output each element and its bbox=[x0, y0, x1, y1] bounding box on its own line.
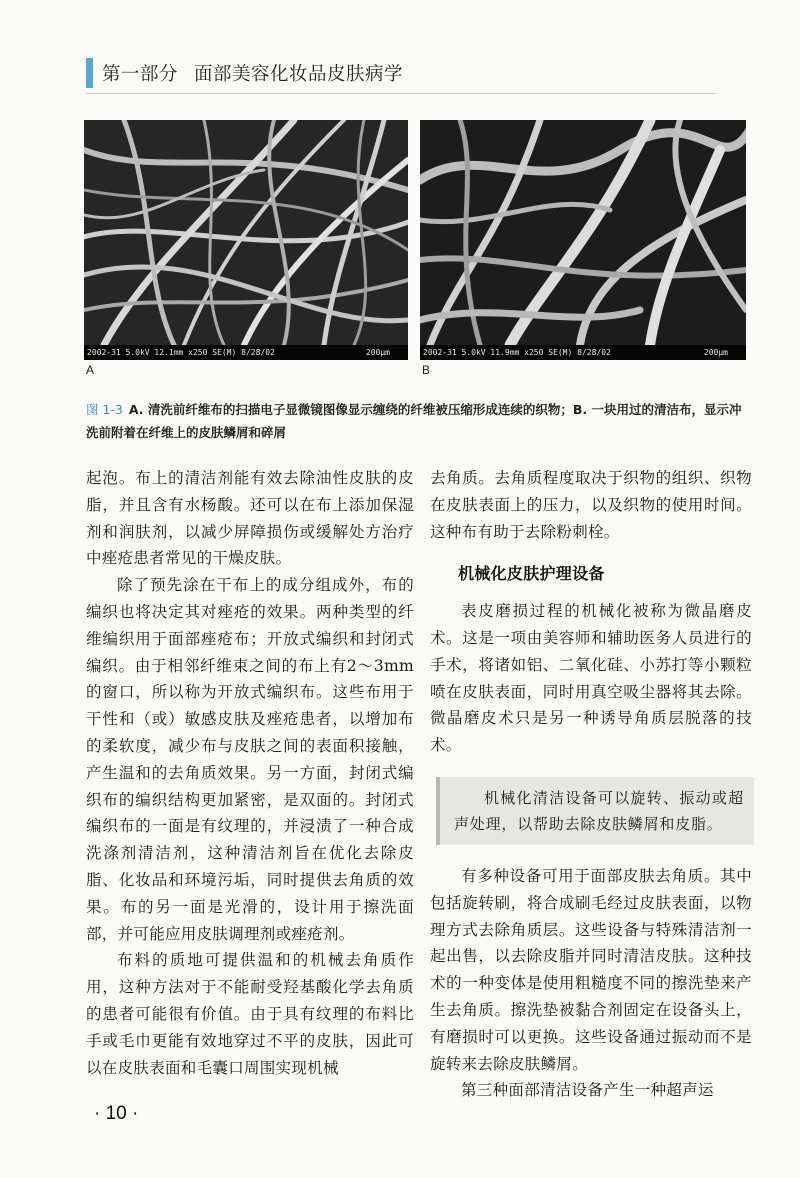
panel-label-b: B bbox=[422, 363, 431, 377]
sem-info-a: 2002-31 5.0kV 12.1mm x250 SE(M) 8/28/02 bbox=[87, 348, 275, 357]
scale-label-a: 200μm bbox=[365, 348, 390, 357]
sem-image-a bbox=[84, 120, 408, 360]
section-heading: 机械化皮肤护理设备 bbox=[458, 564, 605, 584]
left-column bbox=[86, 465, 414, 1081]
figure-caption-text: A. 清洗前纤维布的扫描电子显微镜图像显示缠绕的纤维被压缩形成连续的织物；B. 一块用过的清洁布，显示冲洗前附着在纤维上的皮肤鳞屑和碎屑 bbox=[86, 402, 742, 440]
figure-number: 图 1-3 bbox=[86, 402, 123, 417]
paragraph: 除了预先涂在干布上的成分组成外，布的编织也将决定其对痤疮的效果。两种类型的纤维编织用于面部痤疮布；开放式编织和封闭式编织。由于相邻纤维束之间的布上有2～3mm 的窗口，所以称为开放式编织布。这些布用于干性和（或）敏感皮肤及痤疮患者，以增加布的柔软度，减少布与皮肤之间的表面积接触，产生温和的去角质效果。另一方面，封闭式编织布的编织结构更加紧密，是双面的。封闭式编织布的一面是有纹理的，并浸渍了一种合成洗涤剂清洁剂，这种清洁剂旨在优化去除皮脂、化妆品和环境污垢，同时提供去角质的效果。布的另一面是光滑的，设计用于擦洗面部，并可能应用皮肤调理剂或痤疮剂。 bbox=[86, 576, 414, 943]
fiber-texture-b bbox=[420, 120, 746, 345]
sem-info-b: 2002-31 5.0kV 11.9mm x250 SE(M) 8/28/02 bbox=[423, 348, 611, 357]
page-number: · 10 · bbox=[94, 1103, 139, 1124]
paragraph: 第三种面部清洁设备产生一种超声运 bbox=[461, 1081, 714, 1100]
sem-info-bar-a bbox=[84, 345, 408, 360]
right-column bbox=[430, 465, 752, 1104]
scale-label-b: 200μm bbox=[703, 348, 728, 357]
paragraph: 起泡。布上的清洁剂能有效去除油性皮肤的皮脂，并且含有水杨酸。还可以在布上添加保湿剂和润肤剂，以减少屏障损伤或缓解处方治疗中痤疮患者常见的干燥皮肤。 bbox=[86, 469, 414, 568]
callout-box bbox=[436, 777, 754, 845]
panel-label-a: A bbox=[86, 363, 95, 377]
figure-caption bbox=[86, 398, 751, 444]
fiber-texture-a bbox=[84, 120, 408, 345]
paragraph: 布料的质地可提供温和的机械去角质作用，这种方法对于不能耐受羟基酸化学去角质的患者可能很有价值。由于具有纹理的布料比手或毛巾更能有效地穿过不平的皮肤，因此可以在皮肤表面和毛囊口周围实现机械 bbox=[86, 951, 414, 1077]
header-accent-bar bbox=[86, 58, 93, 88]
paragraph: 表皮磨损过程的机械化被称为微晶磨皮术。这是一项由美容师和辅助医务人员进行的手术，将诸如铝、二氧化硅、小苏打等小颗粒喷在皮肤表面，同时用真空吸尘器将其去除。微晶磨皮术只是另一种诱导角质层脱落的技术。 bbox=[430, 602, 752, 755]
paragraph: 去角质。去角质程度取决于织物的组织、织物在皮肤表面上的压力，以及织物的使用时间。这种布有助于去除粉刺栓。 bbox=[430, 469, 752, 541]
running-header bbox=[102, 60, 403, 86]
header-part: 第一部分 bbox=[102, 64, 179, 85]
header-title: 面部美容化妆品皮肤病学 bbox=[194, 64, 404, 85]
callout-text: 机械化清洁设备可以旋转、振动或超声处理，以帮助去除皮肤鳞屑和皮脂。 bbox=[454, 788, 744, 833]
paragraph: 有多种设备可用于面部皮肤去角质。其中包括旋转刷，将合成刷毛经过皮肤表面，以物理方式去除角质层。这些设备与特殊清洁剂一起出售，以去除皮脂并同时清洁皮肤。这种技术的一种变体是使用粗糙度不同的擦洗垫来产生去角质。擦洗垫被黏合剂固定在设备头上，有磨损时可以更换。这些设备通过振动而不是旋转来去除皮肤鳞屑。 bbox=[430, 866, 752, 1073]
sem-info-bar-b bbox=[420, 345, 746, 360]
sem-image-b bbox=[420, 120, 746, 360]
header-divider bbox=[86, 93, 716, 94]
